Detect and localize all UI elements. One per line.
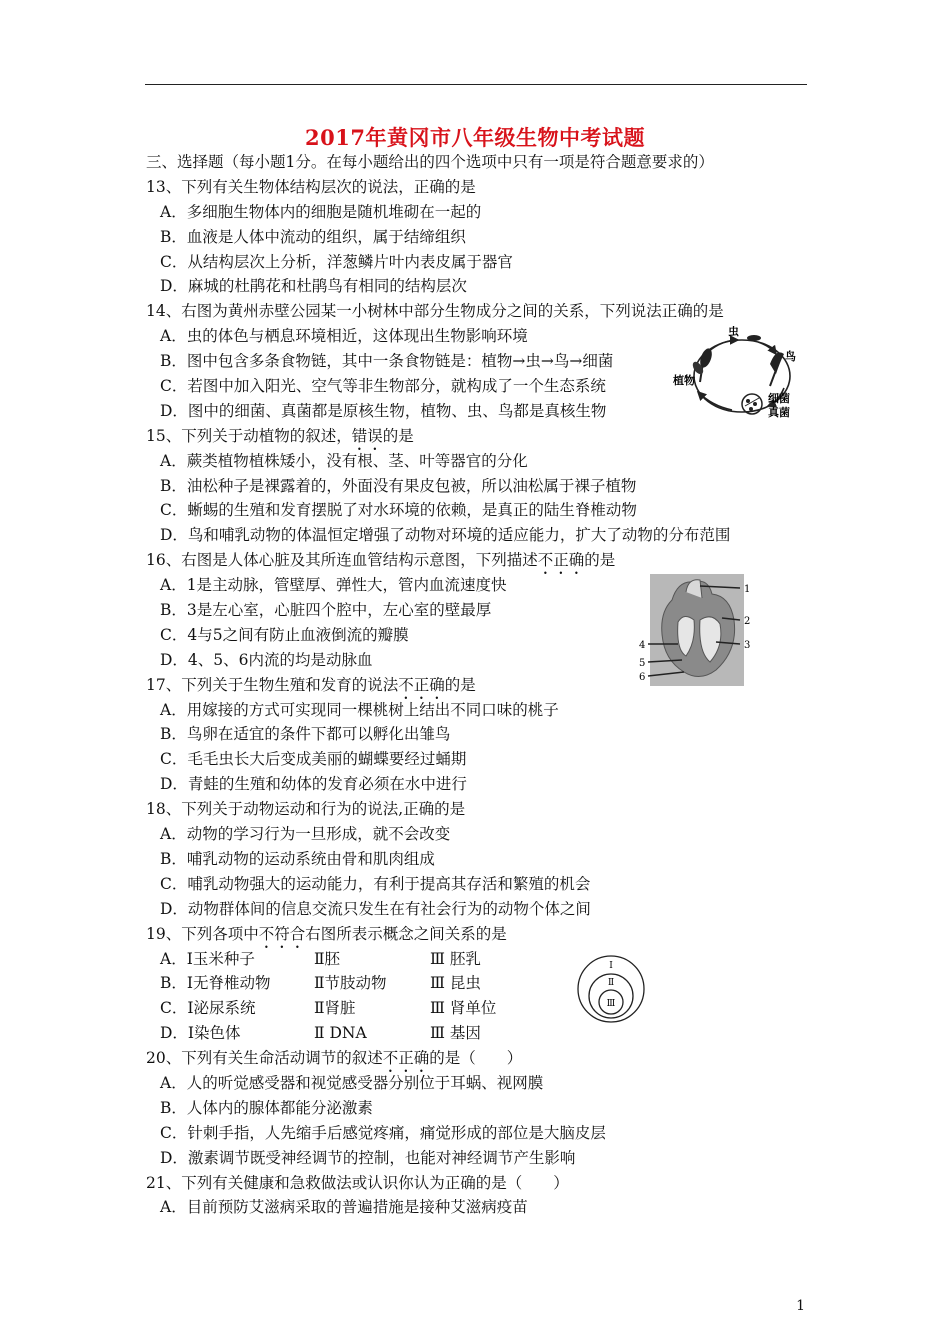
- q18-option-a: A．动物的学习行为一旦形成，就不会改变: [160, 825, 451, 844]
- heart-label-1: 1: [744, 584, 751, 595]
- q19-c-concept-3: Ⅲ 肾单位: [430, 999, 497, 1018]
- page-number: 1: [796, 1298, 805, 1314]
- label-plant: 植物: [673, 374, 695, 387]
- label-bacteria: 细菌: [768, 392, 790, 405]
- q19-a-concept-1: A．Ⅰ玉米种子: [160, 949, 255, 968]
- q20-stem-emphasis: 不正确: [382, 1049, 430, 1068]
- q15-option-c: C．蜥蜴的生殖和发育摆脱了对水环境的依赖，是真正的陆生脊椎动物: [160, 501, 637, 520]
- page-title: 2017年黄冈市八年级生物中考试题: [305, 125, 645, 150]
- q13-option-a: A．多细胞生物体内的细胞是随机堆砌在一起的: [160, 202, 482, 221]
- q20-stem: [146, 1046, 786, 1071]
- q13-option-c: C．从结构层次上分析，洋葱鳞片叶内表皮属于器官: [160, 252, 513, 271]
- q18-option-b: B．哺乳动物的运动系统由骨和肌肉组成: [160, 849, 435, 868]
- q19-option-a: [146, 947, 786, 972]
- q20-stem-pre: 20、下列有关生命活动调节的叙述: [146, 1049, 383, 1068]
- q17-option-c: C．毛毛虫长大后变成美丽的蝴蝶要经过蛹期: [160, 750, 467, 769]
- q18-option-c: C．哺乳动物强大的运动能力，有利于提高其存活和繁殖的机会: [160, 874, 591, 893]
- arrow-plant-to-insect: [708, 340, 738, 352]
- q19-d-concept-2: Ⅱ DNA: [314, 1024, 367, 1043]
- concept-label-3: Ⅲ: [606, 999, 616, 1009]
- q18-stem: 18、下列关于动物运动和行为的说法,正确的是: [146, 800, 466, 819]
- q17-stem-post: 的是: [444, 675, 476, 694]
- q19-stem-pre: 19、下列各项中: [146, 924, 259, 943]
- q20-option-a: A．人的听觉感受器和视觉感受器分别位于耳蜗、视网膜: [160, 1073, 544, 1092]
- q17-option-a: A．用嫁接的方式可实现同一棵桃树上结出不同口味的桃子: [160, 700, 559, 719]
- q14-stem: 14、右图为黄州赤壁公园某一小树林中部分生物成分之间的关系，下列说法正确的是: [146, 302, 724, 321]
- q19-option-d: [146, 1021, 786, 1046]
- q17-stem-pre: 17、下列关于生物生殖和发育的说法: [146, 675, 399, 694]
- q16-option-c: C．4与5之间有防止血液倒流的瓣膜: [160, 625, 409, 644]
- q19-stem: [146, 922, 786, 947]
- q16-stem: [146, 548, 786, 573]
- section-heading: 三、选择题（每小题1分。在每小题给出的四个选项中只有一项是符合题意要求的）: [146, 153, 714, 171]
- q17-option-d: D．青蛙的生殖和幼体的发育必须在水中进行: [160, 775, 467, 794]
- q19-option-b: [146, 971, 786, 996]
- arrow-decomposers-to-plant: [698, 392, 732, 410]
- q19-a-concept-2: Ⅱ胚: [314, 949, 341, 968]
- q19-b-concept-3: Ⅲ 昆虫: [430, 974, 481, 993]
- heart-label-2: 2: [744, 616, 751, 627]
- q13-stem: 13、下列有关生物体结构层次的说法，正确的是: [146, 177, 476, 196]
- q17-option-b: B．鸟卵在适宜的条件下都可以孵化出雏鸟: [160, 725, 451, 744]
- q16-stem-post: 的是: [584, 551, 616, 570]
- q21-option-a: A．目前预防艾滋病采取的普遍措施是接种艾滋病疫苗: [160, 1198, 528, 1217]
- q16-option-d: D．4、5、6内流的均是动脉血: [160, 650, 373, 669]
- q15-stem-pre: 15、下列关于动植物的叙述，: [146, 426, 352, 445]
- q15-stem-emphasis: 错误: [351, 426, 383, 445]
- q16-stem-emphasis: 不正确: [537, 551, 585, 570]
- q19-a-concept-3: Ⅲ 胚乳: [430, 949, 481, 968]
- q19-d-concept-3: Ⅲ 基因: [430, 1024, 481, 1043]
- q19-c-concept-1: C．Ⅰ泌尿系统: [160, 999, 256, 1018]
- q19-b-concept-2: Ⅱ节肢动物: [314, 974, 387, 993]
- heart-figure: [638, 572, 762, 690]
- q20-option-c: C．针刺手指，人先缩手后感觉疼痛，痛觉形成的部位是大脑皮层: [160, 1123, 606, 1142]
- q21-stem: 21、下列有关健康和急救做法或认识你认为正确的是（ ）: [146, 1173, 569, 1192]
- concept-label-2: Ⅱ: [607, 978, 615, 988]
- q19-stem-post: 右图所表示概念之间关系的是: [305, 924, 507, 943]
- q19-d-concept-1: D．Ⅰ染色体: [160, 1024, 241, 1043]
- bird-icon: [770, 352, 784, 386]
- q16-option-a: A．1是主动脉，管壁厚、弹性大，管内血流速度快: [160, 576, 507, 595]
- q20-stem-post: 的是（ ）: [429, 1049, 523, 1068]
- q20-option-b: B．人体内的腺体都能分泌激素: [160, 1098, 373, 1117]
- heart-label-6: 6: [639, 672, 646, 683]
- q13-option-b: B．血液是人体中流动的组织，属于结缔组织: [160, 227, 466, 246]
- q14-option-a: A．虫的体色与栖息环境相近，这体现出生物影响环境: [160, 327, 528, 346]
- label-insect: 虫: [728, 326, 739, 338]
- q15-option-a: A．蕨类植物植株矮小，没有根、茎、叶等器官的分化: [160, 451, 528, 470]
- heart-label-3: 3: [744, 640, 751, 651]
- q19-stem-emphasis: 不符合: [258, 924, 306, 943]
- q15-stem-post: 的是: [382, 426, 414, 445]
- q19-option-c: [146, 996, 786, 1021]
- q15-option-d: D．鸟和哺乳动物的体温恒定增强了动物对环境的适应能力，扩大了动物的分布范围: [160, 526, 731, 545]
- q15-option-b: B．油松种子是裸露着的，外面没有果皮包被，所以油松属于裸子植物: [160, 476, 637, 495]
- concept-label-1: Ⅰ: [609, 961, 613, 971]
- q14-option-c: C．若图中加入阳光、空气等非生物部分，就构成了一个生态系统: [160, 377, 606, 396]
- food-web-figure: [672, 326, 802, 430]
- q14-option-b: B．图中包含多条食物链，其中一条食物链是：植物→虫→鸟→细菌: [160, 352, 614, 371]
- q16-option-b: B．3是左心室，心脏四个腔中，左心室的壁最厚: [160, 601, 492, 620]
- q19-b-concept-1: B．Ⅰ无脊椎动物: [160, 974, 271, 993]
- heart-label-5: 5: [639, 658, 646, 669]
- label-bird: 鸟: [785, 350, 796, 363]
- header-rule: [145, 84, 807, 85]
- heart-label-4: 4: [639, 640, 646, 651]
- q13-option-d: D．麻城的杜鹃花和杜鹃鸟有相同的结构层次: [160, 277, 467, 296]
- q19-c-concept-2: Ⅱ肾脏: [314, 999, 356, 1018]
- label-fungi: 真菌: [768, 406, 790, 419]
- q20-option-d: D．激素调节既受神经调节的控制，也能对神经调节产生影响: [160, 1148, 576, 1167]
- q16-stem-pre: 16、右图是人体心脏及其所连血管结构示意图，下列描述: [146, 551, 538, 570]
- q18-option-d: D．动物群体间的信息交流只发生在有社会行为的动物个体之间: [160, 899, 591, 918]
- q17-stem-emphasis: 不正确: [398, 675, 445, 694]
- nested-concept-figure: [576, 954, 646, 1024]
- q14-option-d: D．图中的细菌、真菌都是原核生物，植物、虫、鸟都是真核生物: [160, 401, 607, 420]
- insect-icon: [747, 335, 761, 341]
